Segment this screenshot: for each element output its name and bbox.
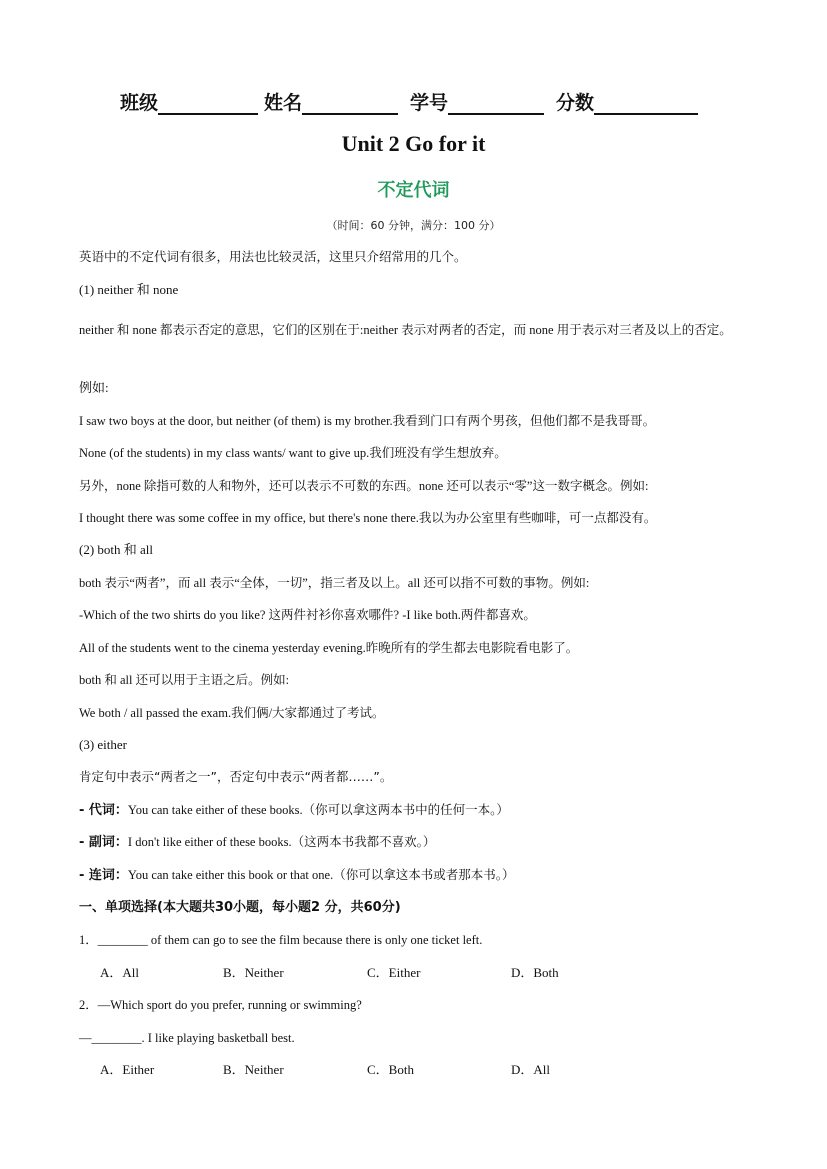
class-blank [158,91,258,115]
option-c[interactable]: C．Both [367,1062,414,1077]
student-info-header [120,88,720,118]
section-2-description: both 表示“两者”，而 all 表示“全体，一切”，指三者及以上。all 还可以指不可数的事物。例如: [79,576,590,590]
student-id-blank [448,91,544,115]
option-d[interactable]: D．All [511,1062,551,1077]
time-info: （时间：60 分钟，满分：100 分） [326,219,501,232]
section-1-description: neither 和 none 都表示否定的意思，它们的区别在于:neither 表示对两者的否定，而 none 用于表示对三者及以上的否定。 [79,323,732,337]
option-a[interactable]: A．All [100,965,140,980]
question-stem-line-2: —________. I like playing basketball best. [79,1031,295,1045]
option-b[interactable]: B．Neither [223,1062,284,1077]
adverb-example: I don't like either of these books.（这两本书我都不喜欢。） [127,835,436,849]
class-label: 班级 [120,92,159,114]
student-id-label: 学号 [410,92,449,114]
option-d[interactable]: D．Both [511,965,559,980]
option-a[interactable]: A．Either [100,1062,155,1077]
example-label: 例如: [79,380,109,395]
conjunction-label: - 连词： [79,868,128,883]
example-sentence: We both / all passed the exam.我们俩/大家都通过了考试。 [79,706,385,720]
page-subtitle: 不定代词 [377,180,450,201]
intro-paragraph: 英语中的不定代词有很多，用法也比较灵活，这里只介绍常用的几个。 [79,249,467,264]
question-stem: 2．—Which sport do you prefer, running or swimming? [79,998,362,1012]
score-blank [594,91,698,115]
example-sentence: All of the students went to the cinema yesterday evening.昨晚所有的学生都去电影院看电影了。 [79,641,579,655]
name-blank [302,91,398,115]
pronoun-example: You can take either of these books.（你可以拿这两本书中的任何一本。） [127,803,509,817]
pronoun-label: - 代词： [79,803,128,818]
example-sentence: I thought there was some coffee in my office, but there's none there.我以为办公室里有些咖啡，可一点都没有。 [79,511,657,525]
option-b[interactable]: B．Neither [223,965,284,980]
option-c[interactable]: C．Either [367,965,421,980]
adverb-usage [79,834,759,851]
section-3-description: 肯定句中表示“两者之一”，否定句中表示“两者都……”。 [79,769,393,784]
question-stem: 1．________ of them can go to see the film because there is only one ticket left. [79,933,483,947]
adverb-label: - 副词： [79,835,128,850]
section-3-heading: (3) either [79,737,128,752]
score-label: 分数 [556,92,595,114]
conjunction-example: You can take either this book or that one.（你可以拿这本书或者那本书。） [127,868,515,882]
example-sentence: I saw two boys at the door, but neither (of them) is my brother.我看到门口有两个男孩，但他们都不是我哥哥。 [79,414,656,428]
section-1-heading: (1) neither 和 none [79,282,179,297]
page-title: Unit 2 Go for it [341,131,486,156]
conjunction-usage [79,867,759,884]
example-sentence: -Which of the two shirts do you like? 这两件衬衫你喜欢哪件? -I like both.两件都喜欢。 [79,608,536,622]
section-2-extra-note: both 和 all 还可以用于主语之后。例如: [79,673,290,687]
example-sentence: None (of the students) in my class wants/ want to give up.我们班没有学生想放弃。 [79,446,507,460]
section-2-heading: (2) both 和 all [79,542,154,557]
name-label: 姓名 [264,92,303,114]
multiple-choice-heading: 一、单项选择(本大题共30小题，每小题2 分，共60分) [79,900,401,915]
section-1-extra-note: 另外，none 除指可数的人和物外，还可以表示不可数的东西。none 还可以表示“零”这一数字概念。例如: [79,479,649,493]
pronoun-usage [79,802,759,819]
